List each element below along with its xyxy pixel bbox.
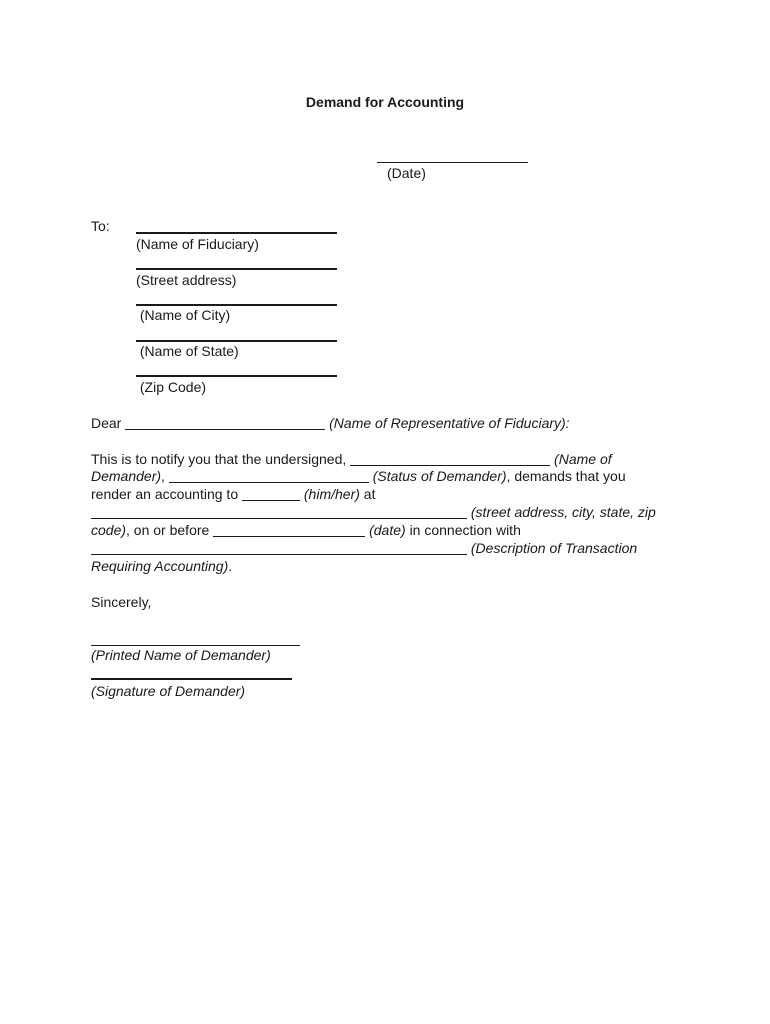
document-title: Demand for Accounting	[305, 94, 465, 110]
body-line-6	[91, 540, 637, 556]
printed-name-label	[91, 647, 271, 663]
street-address-line	[136, 268, 337, 270]
zip-line	[136, 375, 337, 377]
body-italic: Requiring Accounting)	[91, 558, 229, 574]
body-line-4	[91, 504, 656, 520]
address-blank	[91, 505, 467, 519]
body-line-7	[91, 558, 232, 574]
body-line-1	[91, 451, 612, 467]
printed-name-text: (Printed Name of Demander)	[91, 647, 271, 663]
street-address-label: (Street address)	[136, 272, 237, 288]
body-italic: (Description of Transaction	[470, 540, 638, 556]
body-line-2	[91, 468, 626, 484]
printed-name-line	[91, 645, 300, 646]
body-italic: (date)	[369, 522, 406, 538]
body-line-5	[91, 522, 521, 538]
salutation	[91, 415, 570, 431]
signature-line	[91, 678, 292, 680]
closing: Sincerely,	[91, 594, 152, 610]
body-text: .	[228, 558, 233, 574]
body-italic: Demander)	[91, 468, 162, 484]
body-italic: code)	[91, 522, 127, 538]
body-text: This is to notify you that the undersigned,	[91, 451, 347, 467]
signature-text: (Signature of Demander)	[91, 683, 246, 699]
city-line	[136, 304, 337, 306]
pronoun-blank	[242, 487, 300, 501]
body-italic: (Status of Demander)	[372, 468, 507, 484]
to-label: To:	[91, 218, 110, 234]
salutation-suffix: (Name of Representative of Fiduciary):	[329, 415, 570, 431]
body-italic: (him/her)	[303, 486, 360, 502]
state-label: (Name of State)	[136, 343, 239, 359]
body-text: ,	[161, 468, 165, 484]
transaction-blank	[91, 541, 467, 555]
body-text: , on or before	[126, 522, 210, 538]
date-line	[377, 162, 528, 163]
undersigned-blank	[350, 452, 550, 466]
signature-label	[91, 683, 245, 699]
fiduciary-name-label: (Name of Fiduciary)	[136, 236, 259, 252]
body-text: render an accounting to	[91, 486, 239, 502]
body-line-3	[91, 486, 375, 502]
body-text: at	[363, 486, 376, 502]
status-blank	[169, 469, 369, 483]
state-line	[136, 340, 337, 342]
deadline-date-blank	[213, 523, 365, 537]
body-text: in connection with	[409, 522, 521, 538]
fiduciary-name-line	[136, 232, 337, 234]
body-italic: (street address, city, state, zip	[470, 504, 656, 520]
body-text: , demands that you	[506, 468, 626, 484]
zip-label: (Zip Code)	[136, 379, 207, 395]
city-label: (Name of City)	[136, 307, 231, 323]
body-italic: (Name of	[554, 451, 612, 467]
date-label: (Date)	[387, 165, 426, 181]
representative-blank	[125, 416, 325, 430]
salutation-prefix: Dear	[91, 415, 122, 431]
